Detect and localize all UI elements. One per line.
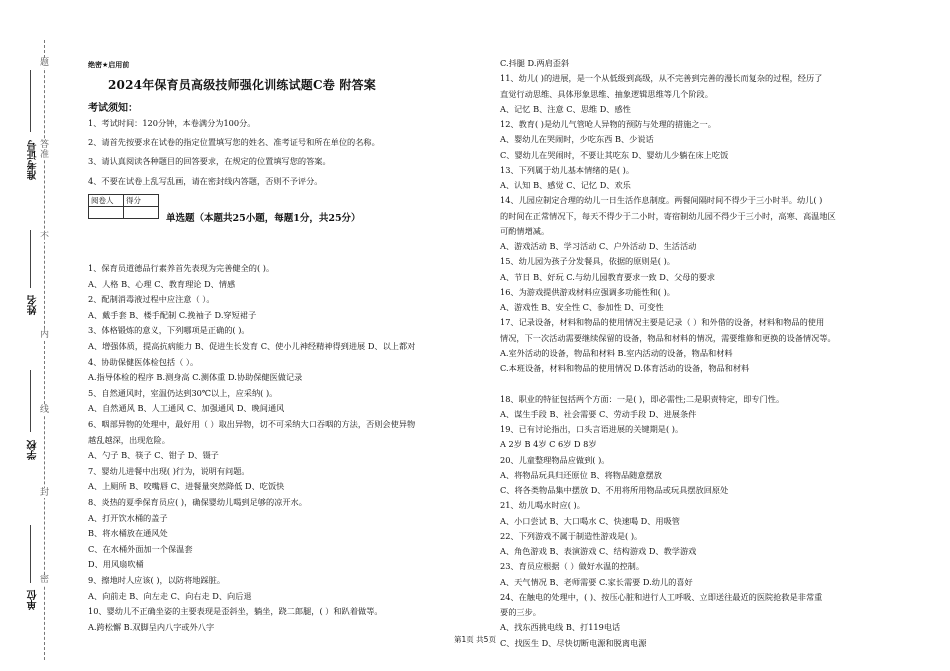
answer-options: A、戴手套 B、楼手配制 C.挽袖子 D.穿短裙子 <box>88 309 257 320</box>
question-text: 要的三步。 <box>500 607 541 617</box>
answer-options: A.室外活动的设备，物品和材料 B.室内活动的设备，物品和材料 <box>500 347 733 358</box>
answer-options: A.指导体检的程序 B.测身高 C.测体重 D.协助保健医做记录 <box>88 372 303 383</box>
answer-options: A、小口尝试 B、大口喝水 C、快速喝 D、用吸管 <box>500 515 680 526</box>
seal-line <box>44 40 45 660</box>
answer-options: C、在水桶外面加一个保温套 <box>88 543 193 554</box>
question-text: 5、自然通风时，室温仍达到30℃以上，应采纳( )。 <box>88 387 278 398</box>
school-label: 学校 <box>28 440 39 460</box>
exam-number-label: 准考证号 <box>28 140 39 180</box>
question-text: 23、育员应根据（ ）做好水温的控制。 <box>500 561 645 572</box>
seal-mark: 密 <box>40 575 50 585</box>
answer-options: A、向前走 B、向左走 C、向右走 D、向后退 <box>88 590 252 601</box>
notice-heading: 考试须知： <box>88 103 138 114</box>
notice-item: 3、请认真阅读各种题目的回答要求，在规定的位置填写您的答案。 <box>88 156 331 166</box>
answer-options: A、勺子 B、筷子 C、钳子 D、镊子 <box>88 450 219 461</box>
question-text: 4、协助保健医体检包括（ ）。 <box>88 356 199 367</box>
name-field[interactable] <box>30 230 31 288</box>
answer-options: A、增强体质，提高抗病能力 B、促进生长发育 C、使小儿神经精神得到进展 D、以上都对 <box>88 341 416 351</box>
answer-options: A、谋生手段 B、社会需要 C、劳动手段 D、进展条件 <box>500 408 697 419</box>
answer-options: C.抖腿 D.两肩歪斜 <box>500 58 570 68</box>
answer-options: A、找东西挑电线 B、打119电话 <box>500 622 621 633</box>
question-text: 越乱越深，出现危险。 <box>88 434 170 445</box>
question-text: 11、幼儿( )的进展，是一个从低级到高级，从不完善到完善的漫长而复杂的过程，经历了 <box>500 73 823 84</box>
seal-mark: 准 <box>40 150 50 160</box>
answer-options: C、婴幼儿在哭闹时，不要让其吃东 D、婴幼儿少躺在床上吃饭 <box>500 149 729 160</box>
answer-options: A、认知 B、感觉 C、记忆 D、欢乐 <box>500 180 631 190</box>
question-text: 24、在触电的处理中，( )、按压心脏和进行人工呼吸、立即送往最近的医院抢救是非常重 <box>500 591 823 602</box>
secret-mark: 绝密★启用前 <box>88 61 130 69</box>
score-cell: 得分 <box>124 195 159 207</box>
answer-options: A、将物品玩具归还原位 B、将物品随意摆放 <box>500 469 662 480</box>
answer-options: A、人格 B、心理 C、教育理论 D、情感 <box>88 278 236 289</box>
answer-options: A、上厕所 B、咬嘴唇 C、进餐量突然降低 D、吃饭快 <box>88 481 285 492</box>
question-text: 可酌情增减。 <box>500 225 550 236</box>
grader-input[interactable] <box>89 207 124 219</box>
question-text: 20、儿童整理物品应做到( )。 <box>500 454 610 465</box>
page-footer: 第1页 共5页 <box>454 635 496 644</box>
seal-mark: 内 <box>40 330 50 340</box>
question-text: 22、下列游戏不属于制造性游戏是( )。 <box>500 530 643 541</box>
answer-options: A、游戏性 B、安全性 C、参加性 D、可变性 <box>500 302 664 312</box>
answer-options: C.本班设备，材料和物品的使用情况 D.体育活动的设备，物品和材料 <box>500 363 750 373</box>
question-text: 1、保育员道德品行素养首先表现为完善健全的( )。 <box>88 263 275 273</box>
answer-options: A、婴幼儿在哭闹时，少吃东西 B、少说话 <box>500 134 654 145</box>
question-text: 13、下列属于幼儿基本情绪的是( )。 <box>500 164 635 175</box>
question-text: 3、体格锻炼的意义，下列哪项是正确的( )。 <box>88 325 250 336</box>
score-input[interactable] <box>124 207 159 219</box>
answer-options: A、自然通风 B、人工通风 C、加强通风 D、晚间通风 <box>88 403 285 414</box>
answer-options: C、将各类物品集中摆放 D、不用将所用物品或玩具摆放回原处 <box>500 485 729 495</box>
question-text: 直觉行动思维、具体形象思维、抽象逻辑思维等几个阶段。 <box>500 88 713 99</box>
answer-options: A、天气情况 B、老师需要 C.家长需要 D.幼儿的喜好 <box>500 576 693 587</box>
question-text: 12、教育( )是幼儿气管呛人异物的预防与处理的措施之一。 <box>500 119 716 129</box>
binding-margin <box>0 0 70 671</box>
question-text: 2、配制消毒液过程中应注意（ ）。 <box>88 294 215 305</box>
seal-mark: 题 <box>40 58 50 68</box>
grader-cell: 阅卷人 <box>89 195 124 207</box>
question-text: 18、职业的特征包括两个方面：一是( )，即必需性;二是职责特定，即专门性。 <box>500 393 785 404</box>
score-table <box>88 194 159 219</box>
question-text: 的时间在正常情况下，每天不得少于二小时，寄宿制幼儿园不得少于三小时，高寒、高温地区 <box>500 210 836 221</box>
question-text: 14、儿园应制定合理的幼儿一日生活作息制度。两餐间隔时间不得少于三小时半。幼儿( ) <box>500 195 823 206</box>
answer-options: A、游戏活动 B、学习活动 C、户外活动 D、生活活动 <box>500 241 697 251</box>
unit-label: 单位 <box>28 590 39 610</box>
seal-mark: 答 <box>40 140 50 150</box>
answer-options: B、将水桶放在通风处 <box>88 528 168 539</box>
answer-options: C、找医生 D、尽快切断电源和脱离电源 <box>500 637 647 648</box>
seal-mark: 不 <box>40 232 50 242</box>
question-text: 19、已有讨论指出，口头言语进展的关键期是( )。 <box>500 424 684 434</box>
exam-number-field[interactable] <box>30 70 31 132</box>
question-text: 21、幼儿喝水时应( )。 <box>500 500 585 511</box>
answer-options: A 2岁 B 4岁 C 6岁 D 8岁 <box>500 439 597 450</box>
answer-options: A、记忆 B、注意 C、思维 D、感性 <box>500 103 631 114</box>
answer-options: A.跨松懈 B.双脚呈内八字或外八字 <box>88 621 215 632</box>
school-field[interactable] <box>30 370 31 432</box>
question-text: 6、咽部异物的处理中，最好用（ ）取出异物，切不可采纳大口吞咽的方法，否则会使异物 <box>88 419 416 429</box>
answer-options: D、用风扇吹桶 <box>88 559 144 570</box>
notice-item: 1、考试时间：120分钟，本卷满分为100分。 <box>88 118 256 128</box>
question-text: 8、炎热的夏季保育员应( )，确保婴幼儿喝到足够的凉开水。 <box>88 497 307 507</box>
question-text: 15、幼儿园为孩子分发餐具，依据的原则是( )。 <box>500 256 675 267</box>
answer-options: A、打开饮水桶的盖子 <box>88 512 168 523</box>
question-text: 情况，下一次活动需要继续保留的设备，物品和材料的情况，需要维修和更换的设备情况等。 <box>500 332 836 343</box>
question-text: 17、记录设备，材料和物品的使用情况主要是记录（ ）和外借的设备，材料和物品的使用 <box>500 317 825 328</box>
notice-item: 4、不要在试卷上乱写乱画，请在密封线内答题，否则不予评分。 <box>88 176 323 186</box>
answer-options: A、节日 B、好玩 C.与幼儿园教育要求一致 D、父母的要求 <box>500 271 716 282</box>
question-text: 9、擦地时人应该( )，以防将地踩脏。 <box>88 575 226 585</box>
section-heading: 单选题（本题共25小题，每题1分，共25分） <box>166 213 361 224</box>
seal-mark: 封 <box>40 488 50 498</box>
question-text: 10、婴幼儿不正确坐姿的主要表现是歪斜坐，躺坐，跷二郎腿，( ）和趴着做等。 <box>88 606 383 617</box>
question-text: 16、为游戏提供游戏材料应强调多功能性和( )。 <box>500 286 675 297</box>
seal-mark: 线 <box>40 405 50 415</box>
page-title: 2024年保育员高级技师强化训练试题C卷 附答案 <box>108 78 376 92</box>
unit-field[interactable] <box>30 525 31 583</box>
question-text: 7、婴幼儿进餐中出现( )行为，说明有问题。 <box>88 465 250 476</box>
name-label: 姓名 <box>28 295 39 315</box>
answer-options: A、角色游戏 B、表演游戏 C、结构游戏 D、教学游戏 <box>500 546 697 556</box>
notice-item: 2、请首先按要求在试卷的指定位置填写您的姓名、准考证号和所在单位的名称。 <box>88 137 380 147</box>
